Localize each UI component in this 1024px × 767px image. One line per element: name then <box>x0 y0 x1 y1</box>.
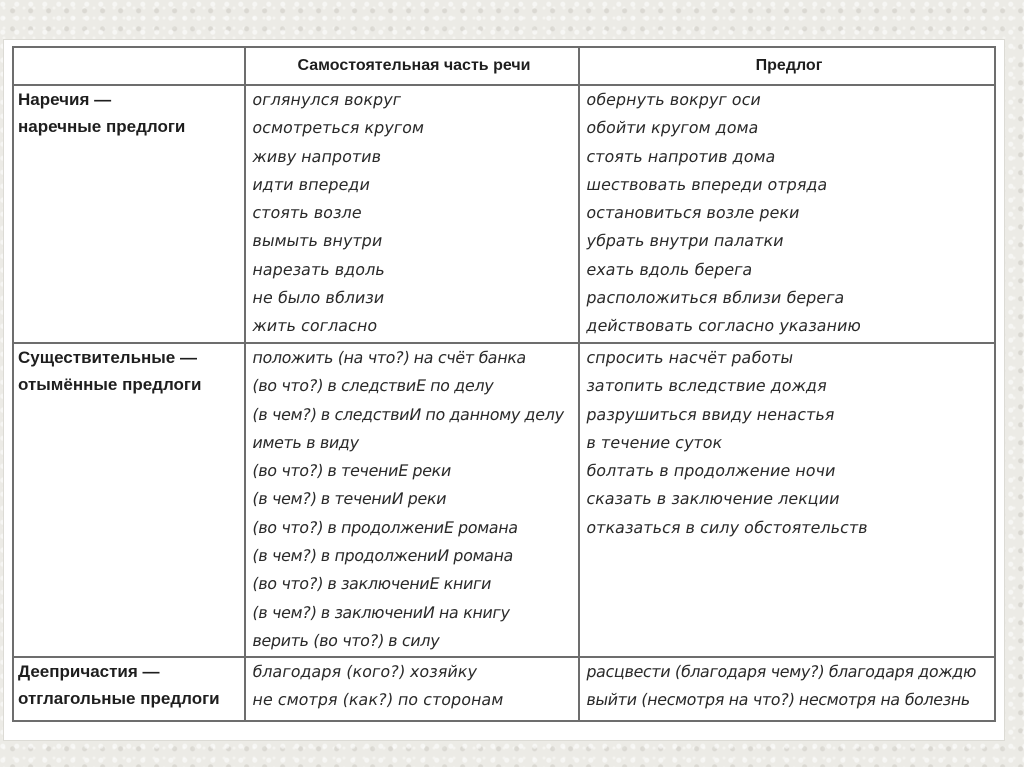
example-line: (во что?) в заключениЕ книги <box>250 574 493 594</box>
example-line: оглянулся вокруг <box>250 90 403 109</box>
example-line: (в чем?) в следствиИ по данному делу <box>250 404 566 424</box>
header-category <box>13 47 245 85</box>
example-line: живу напротив <box>250 146 383 166</box>
example-line: идти впереди <box>250 174 372 194</box>
example-line: шествовать впереди отряда <box>584 174 830 194</box>
example-line: не смотря (как?) по сторонам <box>250 690 506 710</box>
example-line: расположиться вблизи берега <box>584 288 847 308</box>
example-line: стоять напротив дома <box>584 146 778 166</box>
example-line: остановиться возле реки <box>584 203 802 223</box>
example-line: (в чем?) в продолжениИ романа <box>250 546 515 566</box>
example-line: (в чем?) в заключениИ на книгу <box>250 602 512 622</box>
example-line: затопить вследствие дождя <box>584 376 829 396</box>
independent-examples-cell <box>245 85 579 343</box>
category-line: наречные предлоги <box>18 117 186 136</box>
example-line: болтать в продолжение ночи <box>584 461 838 481</box>
category-line: Наречия — <box>18 90 112 109</box>
category-line: Существительные — <box>18 348 197 367</box>
example-line: отказаться в силу обстоятельств <box>584 517 870 537</box>
example-line: расцвести (благодаря чему?) благодаря дождю <box>584 662 978 681</box>
example-line: положить (на что?) на счёт банка <box>250 348 528 367</box>
example-line: спросить насчёт работы <box>584 348 795 367</box>
example-line: жить согласно <box>250 316 380 336</box>
example-line: выйти (несмотря на что?) несмотря на болезнь <box>584 690 972 710</box>
example-line: осмотреться кругом <box>250 118 426 138</box>
table-header-row <box>13 47 995 85</box>
example-line: действовать согласно указанию <box>584 316 863 336</box>
category-cell <box>13 343 245 657</box>
header-preposition: Предлог <box>579 47 995 85</box>
example-line: не было вблизи <box>250 288 387 308</box>
independent-examples-cell <box>245 657 579 721</box>
table-row-gerunds <box>13 657 995 721</box>
category-cell <box>13 657 245 721</box>
header-independent-part: Самостоятельная часть речи <box>245 47 579 85</box>
example-line: убрать внутри палатки <box>584 231 786 251</box>
example-line: сказать в заключение лекции <box>584 489 842 509</box>
category-cell <box>13 85 245 343</box>
example-line: обернуть вокруг оси <box>584 90 763 109</box>
example-line: вымыть внутри <box>250 231 385 251</box>
preposition-examples-cell <box>579 343 995 657</box>
example-line: обойти кругом дома <box>584 118 761 138</box>
document-page <box>4 40 1004 740</box>
example-line: (во что?) в течениЕ реки <box>250 461 453 481</box>
example-line: (во что?) в следствиЕ по делу <box>250 376 496 396</box>
category-line: отымённые предлоги <box>18 375 202 394</box>
example-line: нарезать вдоль <box>250 259 387 279</box>
example-line: (во что?) в продолжениЕ романа <box>250 517 520 537</box>
example-line: (в чем?) в течениИ реки <box>250 489 448 509</box>
prepositions-table <box>12 46 996 722</box>
table-row-adverbs <box>13 85 995 343</box>
example-line: разрушиться ввиду ненастья <box>584 404 837 424</box>
table-row-nouns <box>13 343 995 657</box>
example-line: в течение суток <box>584 432 725 452</box>
example-line: иметь в виду <box>250 432 361 452</box>
preposition-examples-cell <box>579 85 995 343</box>
category-line: отглагольные предлоги <box>18 689 220 708</box>
example-line: ехать вдоль берега <box>584 259 755 279</box>
category-line: Деепричастия — <box>18 662 160 681</box>
preposition-examples-cell <box>579 657 995 721</box>
example-line: верить (во что?) в силу <box>250 630 442 650</box>
example-line: стоять возле <box>250 203 364 223</box>
independent-examples-cell <box>245 343 579 657</box>
example-line: благодаря (кого?) хозяйку <box>250 662 479 681</box>
